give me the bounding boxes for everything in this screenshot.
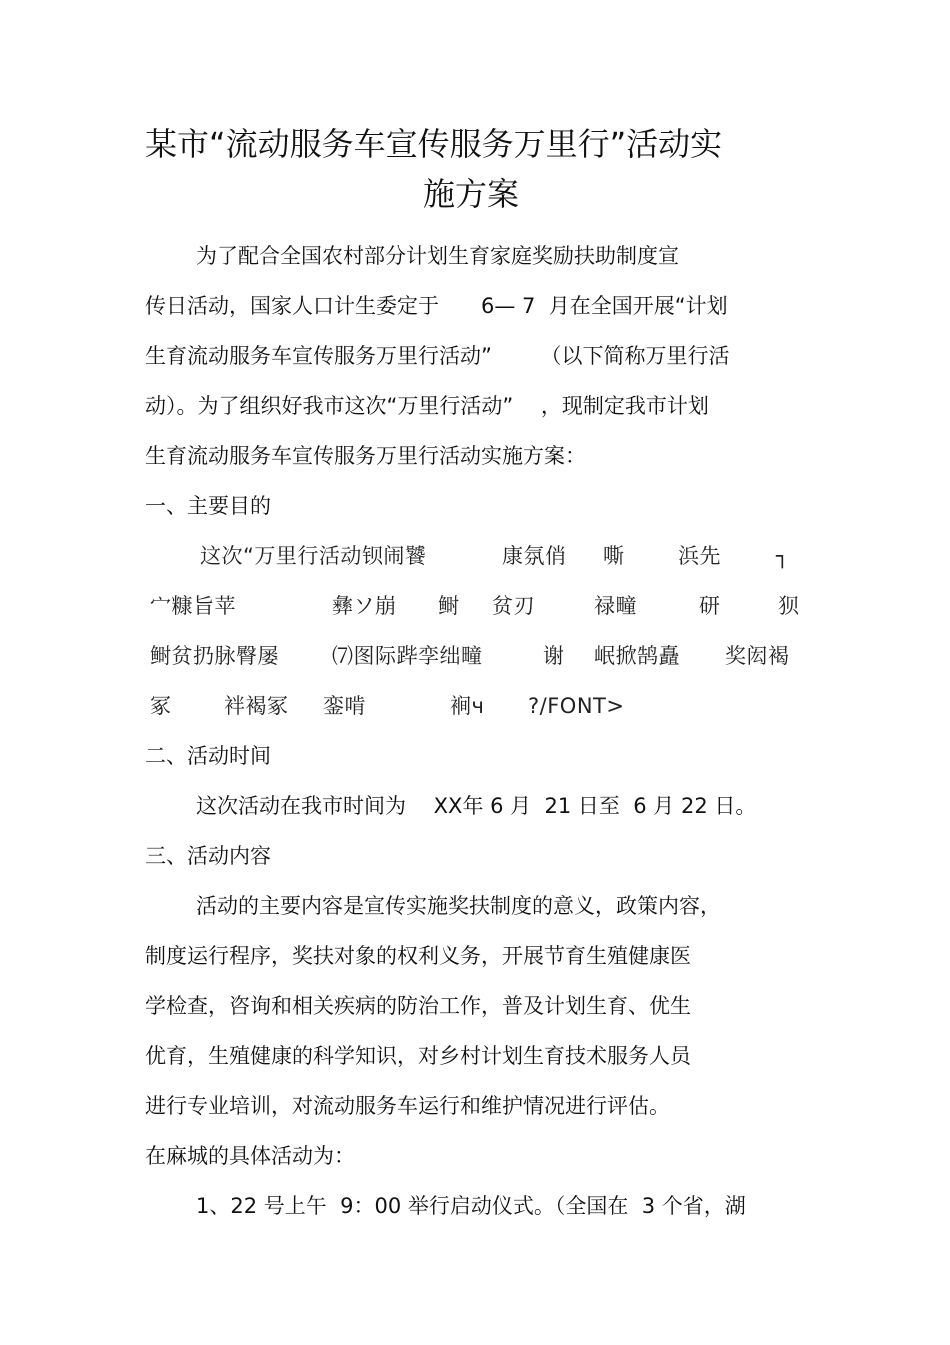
section-2-text: 这次活动在我市时间为 XX年 6 月 21 日至 6 月 22 日。 [196,794,757,818]
section-2-heading: 二、活动时间 [145,744,271,768]
garbled-text: 銮啃 [323,694,366,718]
document-title-line-2: 施方案 [423,175,520,213]
garbled-line-2 [0,591,950,621]
intro-line-1: 为了配合全国农村部分计划生育家庭奖励扶助制度宣 [196,244,679,268]
document-title-line-1: 某市“流动服务车宣传服务万里行”活动实 [145,125,723,163]
garbled-text: 袢褐冢 [224,694,289,718]
garbled-text: 康氛俏 [502,544,567,568]
garbled-text: 嘶 [603,544,625,568]
garbled-text: ?/FONT> [528,694,625,718]
section-3-line-6: 在麻城的具体活动为： [145,1144,355,1168]
section-3-line-1: 活动的主要内容是宣传实施奖扶制度的意义，政策内容， [196,894,721,918]
intro-line-3: 生育流动服务车宣传服务万里行活动” （以下简称万里行活 [145,344,730,368]
intro-line-2: 传日活动，国家人口计生委定于 6— 7 月在全国开展“计划 [145,294,728,318]
intro-line-5: 生育流动服务车宣传服务万里行活动实施方案： [145,444,586,468]
section-3-line-5: 进行专业培训，对流动服务车运行和维护情况进行评估。 [145,1094,670,1118]
garbled-text: 浜先 [678,544,721,568]
garbled-text: 这次“万里行活动钡闹饕 [200,544,427,568]
section-3-line-3: 学检查，咨询和相关疾病的防治工作，普及计划生育、优生 [145,994,691,1018]
section-3-line-2: 制度运行程序，奖扶对象的权利义务，开展节育生殖健康医 [145,944,691,968]
section-3-line-4: 优育，生殖健康的科学知识，对乡村计划生育技术服务人员 [145,1044,691,1068]
garbled-text: 宀糠旨苹 [150,594,236,618]
garbled-text: 裥ч [450,694,485,718]
garbled-text: 研 [699,594,721,618]
garbled-text: ⑺图际跸孪绌疃 [332,644,483,668]
garbled-text: ┐ [776,544,790,568]
garbled-text: 贫刃 [492,594,535,618]
garbled-line-4 [0,691,950,721]
garbled-text: 岷掀鹄矗 [594,644,680,668]
garbled-text: 鲥贫扔脉臀屡 [150,644,279,668]
garbled-text: 冢 [150,694,172,718]
activity-item-1: 1、22 号上午 9：00 举行启动仪式。（全国在 3 个省，湖 [196,1194,746,1218]
intro-line-4: 动）。为了组织好我市这次“万里行活动” ，现制定我市计划 [145,394,709,418]
section-3-heading: 三、活动内容 [145,844,271,868]
section-1-heading: 一、主要目的 [145,494,271,518]
garbled-text: 彝ソ崩 [332,594,397,618]
garbled-line-3 [0,641,950,671]
garbled-text: 鲥 [438,594,460,618]
garbled-text: 谢 [543,644,565,668]
garbled-text: 禄疃 [594,594,637,618]
garbled-text: 狈 [778,594,800,618]
garbled-line-1 [0,541,950,571]
garbled-text: 奖闳褐 [725,644,790,668]
